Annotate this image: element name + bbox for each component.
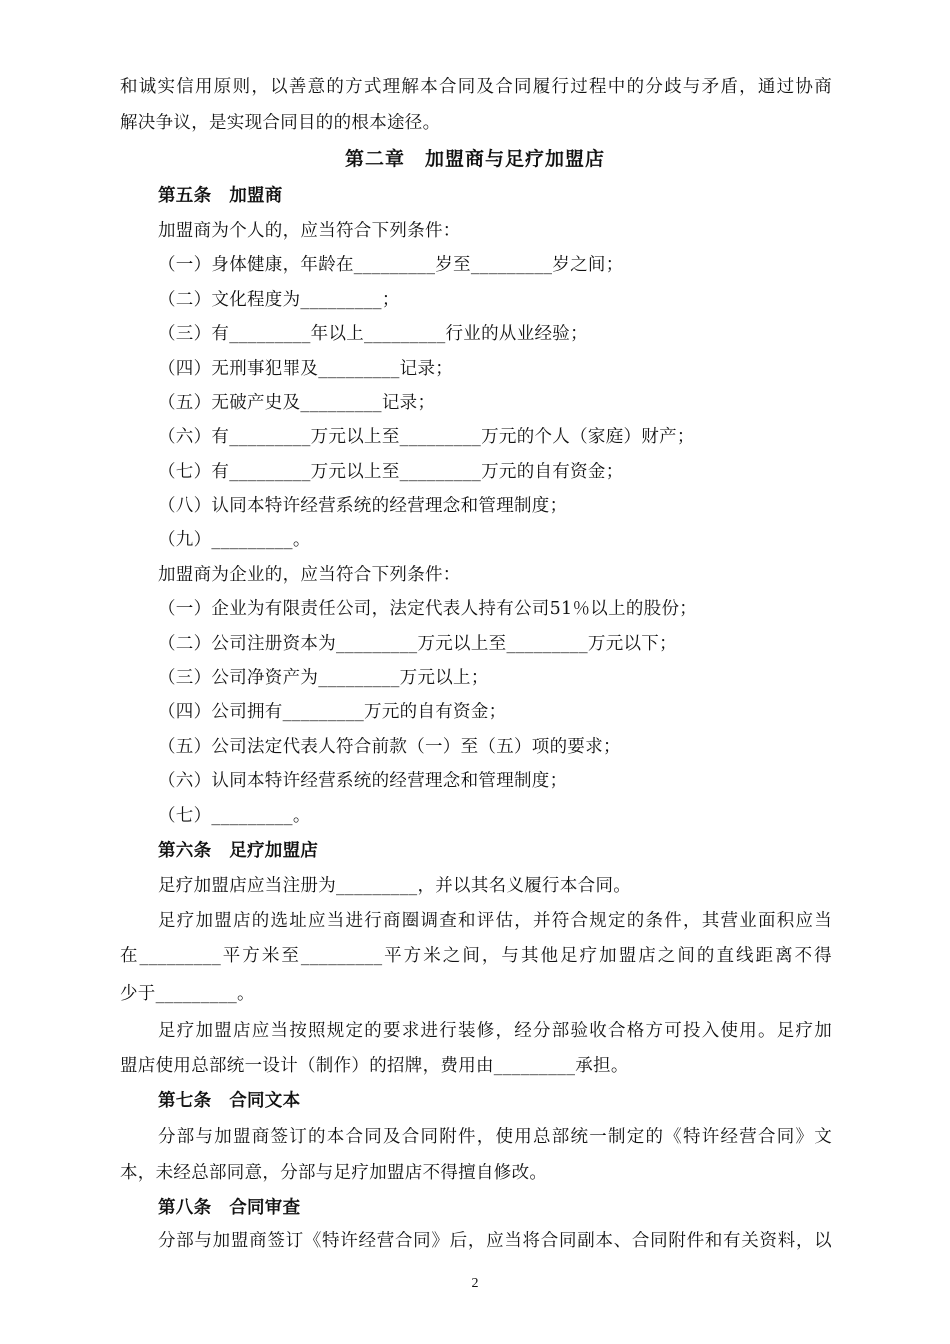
list-item: （六）有_________万元以上至_________万元的个人（家庭）财产； [158, 427, 695, 447]
list-item: （四）公司拥有_________万元的自有资金； [158, 702, 507, 722]
paragraph-line: 分部与加盟商签订的本合同及合同附件，使用总部统一制定的《特许经营合同》文 [158, 1127, 832, 1147]
list-item: （四）无刑事犯罪及_________记录； [158, 359, 454, 379]
article-heading: 第六条 足疗加盟店 [158, 841, 319, 861]
list-item: （三）有_________年以上_________行业的从业经验； [158, 324, 588, 344]
paragraph-line: 在_________平方米至_________平方米之间，与其他足疗加盟店之间的直线距离不得 [120, 946, 832, 966]
paragraph-line: 足疗加盟店的选址应当进行商圈调查和评估，并符合规定的条件，其营业面积应当 [158, 911, 832, 931]
chapter-heading: 第二章 加盟商与足疗加盟店 [344, 148, 605, 170]
paragraph-line: 和诚实信用原则，以善意的方式理解本合同及合同履行过程中的分歧与矛盾，通过协商 [120, 77, 832, 97]
article-heading: 第五条 加盟商 [158, 186, 283, 206]
article-heading: 第八条 合同审查 [158, 1198, 301, 1218]
paragraph-line: 加盟商为个人的，应当符合下列条件： [158, 221, 461, 241]
list-item: （二）公司注册资本为_________万元以上至_________万元以下； [158, 634, 677, 654]
list-item: （五）无破产史及_________记录； [158, 393, 436, 413]
paragraph-line: 足疗加盟店应当按照规定的要求进行装修，经分部验收合格方可投入使用。足疗加 [158, 1021, 832, 1041]
list-item: （一）身体健康，年龄在_________岁至_________岁之间； [158, 255, 624, 275]
article-heading: 第七条 合同文本 [158, 1091, 301, 1111]
list-item: （七）有_________万元以上至_________万元的自有资金； [158, 462, 624, 482]
paragraph-line: 加盟商为企业的，应当符合下列条件： [158, 565, 461, 585]
list-item: （三）公司净资产为_________万元以上； [158, 668, 489, 688]
paragraph-line: 解决争议，是实现合同目的的根本途径。 [120, 113, 441, 133]
list-item: （五）公司法定代表人符合前款（一）至（五）项的要求； [158, 737, 621, 757]
list-item: （二）文化程度为_________； [158, 290, 400, 310]
paragraph-line: 盟店使用总部统一设计（制作）的招牌，费用由_________承担。 [120, 1056, 629, 1076]
list-item: （八）认同本特许经营系统的经营理念和管理制度； [158, 496, 568, 516]
paragraph-line: 本，未经总部同意，分部与足疗加盟店不得擅自修改。 [120, 1163, 548, 1183]
list-item: （一）企业为有限责任公司，法定代表人持有公司51％以上的股份； [158, 599, 698, 619]
paragraph-line: 分部与加盟商签订《特许经营合同》后，应当将合同副本、合同附件和有关资料，以 [158, 1231, 832, 1251]
list-item: （九）_________。 [158, 530, 311, 550]
list-item: （七）_________。 [158, 806, 311, 826]
paragraph-line: 少于_________。 [120, 984, 255, 1004]
paragraph-line: 足疗加盟店应当注册为_________，并以其名义履行本合同。 [158, 876, 632, 896]
list-item: （六）认同本特许经营系统的经营理念和管理制度； [158, 771, 568, 791]
page-number: 2 [471, 1276, 479, 1291]
